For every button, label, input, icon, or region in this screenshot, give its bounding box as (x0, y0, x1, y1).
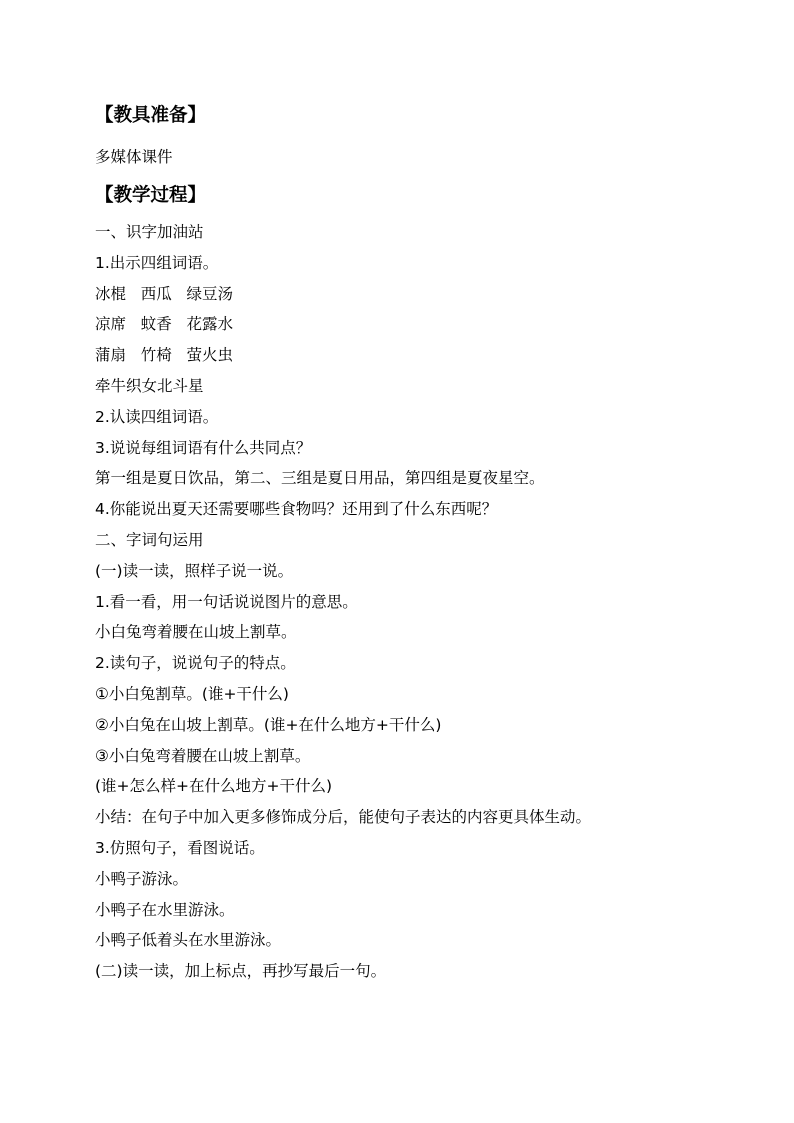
word-group-3: 蒲扇 竹椅 萤火虫 (95, 346, 234, 365)
list-item: 2.读句子，说说句子的特点。 (95, 654, 296, 673)
example-sentence: 小鸭子在水里游泳。 (95, 900, 235, 919)
subpart-heading-2: (二)读一读，加上标点，再抄写最后一句。 (95, 962, 387, 981)
list-item: 3.说说每组词语有什么共同点？ (95, 438, 312, 457)
sentence-pattern-1: ①小白兔割草。(谁+干什么) (95, 684, 289, 703)
sentence-pattern-3: ③小白兔弯着腰在山坡上割草。 (95, 746, 311, 765)
document-body (95, 102, 735, 987)
list-item: 4.你能说出夏天还需要哪些食物吗？还用到了什么东西呢？ (95, 500, 498, 519)
word-group-1: 冰棍 西瓜 绿豆汤 (95, 284, 234, 303)
part-heading-word-sentence: 二、字词句运用 (95, 530, 204, 549)
list-item: 1.看一看，用一句话说说图片的意思。 (95, 592, 358, 611)
summary-text: 小结：在句子中加入更多修饰成分后，能使句子表达的内容更具体生动。 (95, 808, 592, 827)
example-sentence: 小鸭子游泳。 (95, 869, 189, 888)
teaching-aids-text: 多媒体课件 (95, 148, 173, 166)
sentence-pattern-3-formula: (谁+怎么样+在什么地方+干什么) (95, 777, 333, 796)
list-item: 2.认读四组词语。 (95, 407, 219, 426)
section-heading-teaching-aids: 【教具准备】 (95, 105, 207, 126)
example-sentence: 小鸭子低着头在水里游泳。 (95, 931, 282, 950)
part-heading-literacy: 一、识字加油站 (95, 223, 204, 241)
example-sentence: 小白兔弯着腰在山坡上割草。 (95, 623, 297, 642)
subpart-heading-1: (一)读一读，照样子说一说。 (95, 561, 294, 580)
word-group-4: 牵牛织女北斗星 (95, 376, 204, 395)
list-item: 1.出示四组词语。 (95, 253, 219, 272)
answer-text: 第一组是夏日饮品，第二、三组是夏日用品，第四组是夏夜星空。 (95, 469, 545, 488)
list-item: 3.仿照句子，看图说话。 (95, 838, 265, 857)
section-heading-teaching-process: 【教学过程】 (95, 185, 207, 206)
word-group-2: 凉席 蚊香 花露水 (95, 315, 234, 334)
sentence-pattern-2: ②小白兔在山坡上割草。(谁+在什么地方+干什么) (95, 715, 442, 734)
